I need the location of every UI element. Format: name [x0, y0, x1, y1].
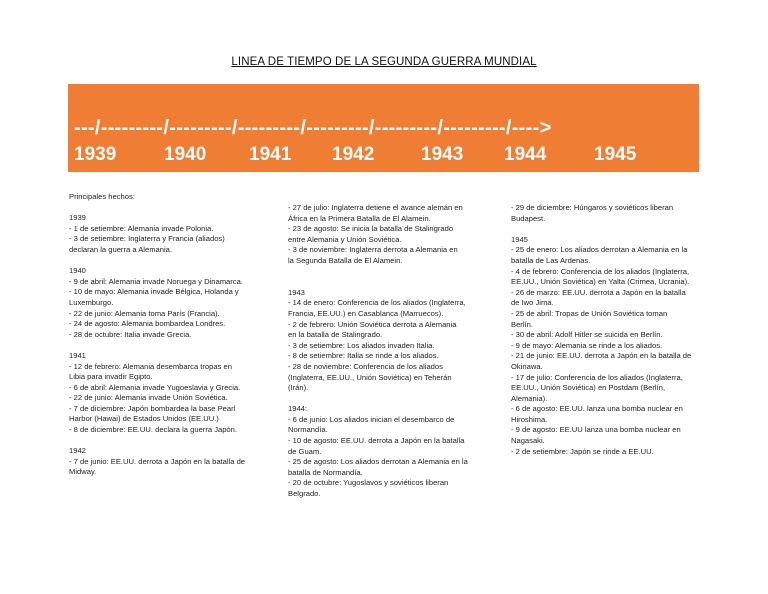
event-line: Hiroshima. [511, 414, 548, 424]
event-line: 1945 [511, 234, 528, 244]
event-line: - 4 de febrero: Conferencia de los aliados (Inglaterra, [511, 266, 690, 276]
event-line: Nagasaki. [511, 436, 545, 446]
page-title: LINEA DE TIEMPO DE LA SEGUNDA GUERRA MUNDIAL [231, 56, 537, 68]
event-line: - 25 de agosto: Los aliados derrotan a Alemania en la [288, 457, 468, 467]
year-label: 1945 [594, 144, 637, 165]
event-line: (Irán). [288, 383, 309, 393]
event-line: (Inglaterra, EE.UU., Unión Soviética) en Teherán [288, 372, 452, 382]
year-label: 1940 [164, 144, 207, 165]
year-label: 1944 [504, 144, 547, 165]
event-line: - 12 de febrero: Alemania desembarca tropas en [69, 361, 232, 371]
events-column-2 [288, 203, 488, 500]
year-label: 1941 [249, 144, 292, 165]
event-line: Belgrado. [288, 489, 321, 499]
line-gap [288, 277, 488, 288]
timeline-band [68, 84, 699, 172]
line-gap [288, 394, 488, 405]
event-line: - 2 de febrero: Unión Soviética derrota a Alemania [288, 319, 457, 329]
event-line: batalla de Normandía. [288, 467, 363, 477]
event-line: - 2 de setiembre: Japón se rinde a EE.UU. [511, 446, 654, 456]
event-line: - 27 de julio: Inglaterra detiene el avance alemán en [288, 203, 463, 212]
line-gap [69, 203, 269, 214]
event-line: EE.UU., Unión Soviética) en Postdam (Berlín, [511, 383, 666, 393]
event-line: Luxemburgo. [69, 297, 114, 307]
line-gap [69, 436, 269, 447]
event-line: - 25 de abril: Tropas de Unión Soviética toman [511, 308, 668, 318]
event-line: - 10 de mayo: Alemania invade Bélgica, Holanda y [69, 287, 239, 297]
event-line: - 1 de setiembre: Alemania invade Polonia. [69, 223, 214, 233]
event-line: Berlín. [511, 319, 533, 329]
year-label: 1939 [74, 144, 117, 165]
events-column-3 [511, 203, 711, 457]
event-line: EE.UU., Unión Soviética) en Yalta (Crimea, Ucrania). [511, 277, 690, 287]
event-line: - 24 de agosto: Alemania bombardea Londres. [69, 319, 226, 329]
event-line: - 8 de diciembre: EE.UU. declara la guerra Japón. [69, 425, 237, 435]
event-line: Budapest. [511, 213, 546, 223]
event-line: entre Alemania y Unión Soviética. [288, 234, 402, 244]
event-line: Normandía. [288, 425, 328, 435]
event-line: en la batalla de Stalingrado. [288, 330, 383, 340]
event-line: 1942 [69, 446, 86, 456]
event-line: batalla de Las Ardenas. [511, 255, 591, 265]
event-line: - 9 de mayo: Alemania se rinde a los aliados. [511, 340, 663, 350]
event-line: 1941 [69, 350, 86, 360]
events-column-1 [69, 192, 269, 478]
event-line: - 23 de agosto: Se inicia la batalla de Stalingrado [288, 224, 454, 234]
event-line: la Segunda Batalla de El Alamein. [288, 255, 403, 265]
event-line: - 7 de junio: EE.UU. derrota a Japón en la batalla de [69, 456, 246, 466]
event-line: Francia, EE.UU.) en Casablanca (Marruecos). [288, 308, 444, 318]
event-line: 1940 [69, 266, 86, 276]
event-line: declaran la guerra a Alemania. [69, 244, 173, 254]
event-line: - 6 de junio: Los aliados inician el desembarco de [288, 414, 455, 424]
event-line: Alemania). [511, 393, 548, 403]
event-line: - 9 de abril: Alemania invade Noruega y Dinamarca. [69, 276, 243, 286]
event-line: - 14 de enero: Conferencia de los aliados (Inglaterra, [288, 298, 466, 308]
event-line: - 3 de setiembre: Los aliados invaden Italia. [288, 340, 435, 350]
event-line: 1943 [288, 287, 305, 297]
event-line: - 17 de julio: Conferencia de los aliados (Inglaterra, [511, 372, 683, 382]
event-line: - 20 de octubre: Yugoslavos y soviéticos liberan [288, 478, 449, 488]
year-label: 1942 [332, 144, 375, 165]
line-gap [69, 256, 269, 267]
line-gap [288, 267, 488, 278]
event-line: - 26 de marzo: EE.UU. derrota a Japón en la batalla [511, 287, 686, 297]
line-gap [511, 224, 711, 235]
event-line: Harbor (Hawai) de Estados Unidos (EE.UU.) [69, 414, 219, 424]
event-line: - 22 de junio: Alemania toma París (Francia). [69, 308, 220, 318]
event-line: - 9 de agosto: EE.UU lanza una bomba nuclear en [511, 425, 681, 435]
event-line: - 8 de setiembre: Italia se rinde a los aliados. [288, 351, 439, 361]
event-line: 1944: [288, 404, 308, 414]
event-line: - 29 de diciembre: Húngaros y soviéticos liberan [511, 203, 674, 212]
year-label: 1943 [421, 144, 464, 165]
event-line: 1939 [69, 213, 86, 223]
event-line: de Iwo Jima. [511, 298, 554, 308]
event-line: - 6 de agosto: EE.UU. lanza una bomba nuclear en [511, 404, 683, 414]
event-line: - 10 de agosto: EE.UU. derrota a Japón en la batalla [288, 436, 465, 446]
event-line: Midway. [69, 467, 97, 477]
event-line: - 21 de junio: EE.UU. derrota a Japón en la batalla de [511, 351, 692, 361]
timeline-arrow: ---/---------/---------/---------/---------/---------/---------/----> [74, 117, 552, 139]
event-line: - 22 de junio: Alemania invade Unión Soviética. [69, 393, 228, 403]
event-line: - 3 de noviembre: Inglaterra derrota a Alemania en [288, 245, 458, 255]
event-line: - 3 de setiembre: Inglaterra y Francia (aliados) [69, 234, 225, 244]
line-gap [69, 340, 269, 351]
event-line: de Guam. [288, 446, 322, 456]
event-line: - 28 de noviembre: Conferencia de los aliados [288, 361, 443, 371]
event-line: - 28 de octubre: Italia invade Grecia. [69, 329, 192, 339]
event-line: Okinawa. [511, 361, 543, 371]
event-line: África en la Primera Batalla de El Alamein. [288, 213, 431, 223]
event-line: - 7 de diciembre: Japón bombardea la base Pearl [69, 403, 236, 413]
event-line: Principales hechos: [69, 192, 135, 201]
event-line: - 30 de abril: Adolf Hitler se suicida en Berlín. [511, 330, 663, 340]
event-line: - 6 de abril: Alemania invade Yugoeslavia y Grecia. [69, 382, 241, 392]
event-line: Libia para invadir Egipto. [69, 372, 153, 382]
event-line: - 25 de enero: Los aliados derrotan a Alemania en la [511, 245, 688, 255]
